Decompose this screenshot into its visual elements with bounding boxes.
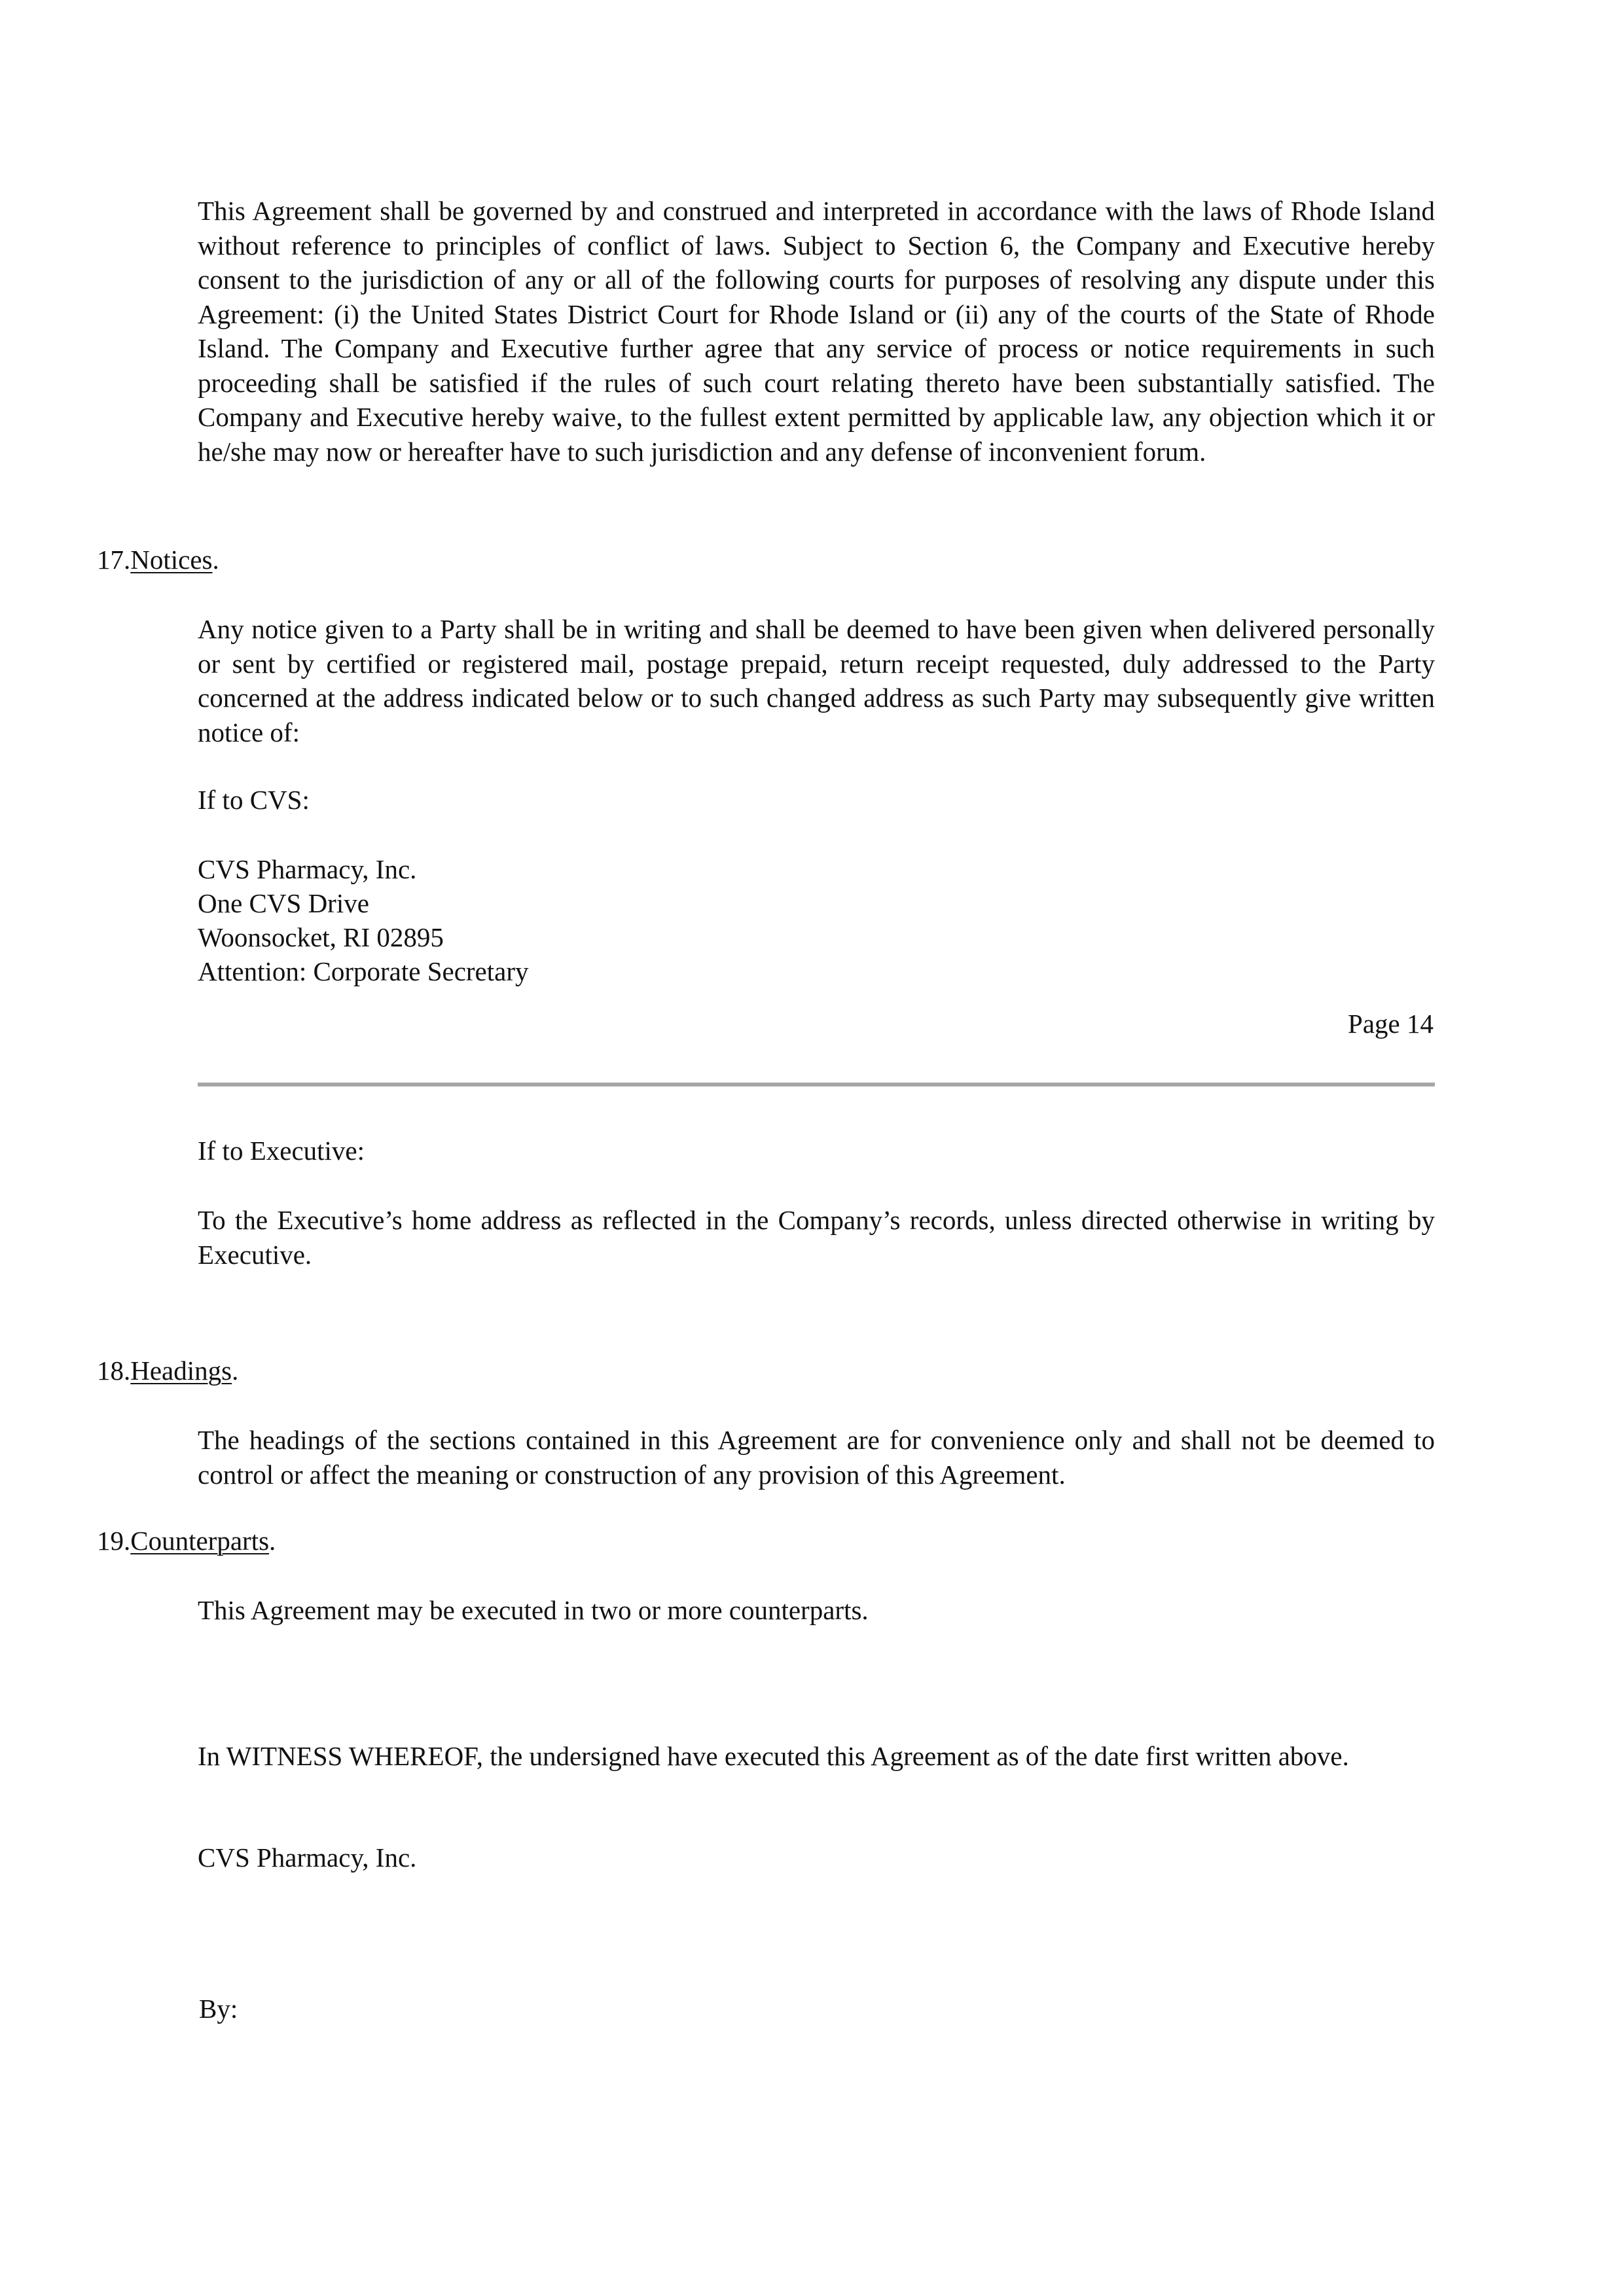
page-number: Page 14 [1348, 1009, 1434, 1039]
cvs-address-line-3: Woonsocket, RI 02895 [198, 922, 444, 952]
page-divider [198, 1083, 1435, 1086]
executive-recipient-label: If to Executive: [198, 1136, 365, 1166]
cvs-address-line-1: CVS Pharmacy, Inc. [198, 854, 417, 884]
section-19-heading [97, 1524, 276, 1558]
section-18-period: . [232, 1355, 239, 1386]
cvs-address-line-2: One CVS Drive [198, 888, 369, 918]
section-17-number: 17. [97, 545, 131, 575]
notices-paragraph: Any notice given to a Party shall be in writing and shall be deemed to have been given when delivered personally or sent by certified or registered mail, postage prepaid, return receipt requested, duly addressed to the Party concerned at the address indicated below or to such changed address as such Party may subsequently give written notice of: [198, 614, 1435, 747]
cvs-recipient-label: If to CVS: [198, 785, 310, 815]
section-17-heading [97, 543, 219, 577]
section-17-period: . [212, 545, 219, 575]
signature-by-label: By: [199, 1994, 238, 2024]
cvs-address-line-4: Attention: Corporate Secretary [198, 956, 529, 986]
section-19-number: 19. [97, 1526, 131, 1556]
counterparts-paragraph: This Agreement may be executed in two or more counterparts. [198, 1595, 869, 1625]
headings-paragraph: The headings of the sections contained in this Agreement are for convenience only and shall not be deemed to control or affect the meaning or construction of any provision of this Agreement. [198, 1425, 1435, 1490]
section-18-heading [97, 1354, 238, 1388]
section-19-period: . [269, 1526, 276, 1556]
section-19-title: Counterparts [130, 1526, 270, 1556]
section-17-title: Notices [130, 545, 213, 575]
section-18-number: 18. [97, 1355, 131, 1386]
section-18-title: Headings [130, 1355, 232, 1386]
executive-address-paragraph: To the Executive’s home address as reflected in the Company’s records, unless directed otherwise in writing by Executive. [198, 1205, 1435, 1270]
signatory-company: CVS Pharmacy, Inc. [198, 1842, 417, 1873]
witness-paragraph: In WITNESS WHEREOF, the undersigned have executed this Agreement as of the date first written above. [198, 1741, 1349, 1771]
governing-law-paragraph: This Agreement shall be governed by and construed and interpreted in accordance with the laws of Rhode Island without reference to principles of conflict of laws. Subject to Section 6, the Company and Executive hereby consent to the jurisdiction of any or all of the following courts for purposes of resolving any dispute under this Agreement: (i) the United States District Court for Rhode Island or (ii) any of the courts of the State of Rhode Island. The Company and Executive further agree that any service of process or notice requirements in such proceeding shall be satisfied if the rules of such court relating thereto have been substantially satisfied. The Company and Executive hereby waive, to the fullest extent permitted by applicable law, any objection which it or he/she may now or hereafter have to such jurisdiction and any defense of inconvenient forum. [198, 196, 1435, 467]
